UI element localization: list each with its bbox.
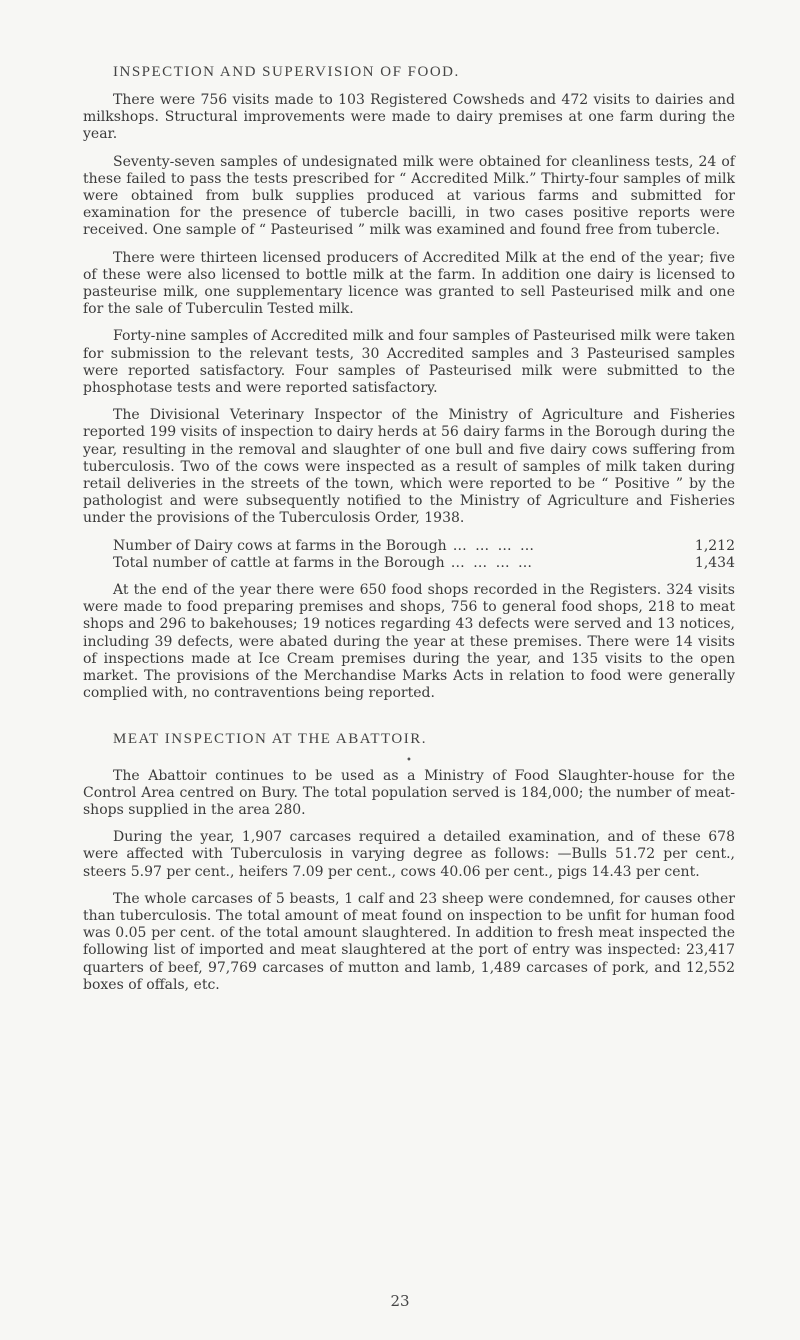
section-heading-food-inspection: INSPECTION AND SUPERVISION OF FOOD.: [113, 64, 460, 80]
bullet-mark: •: [406, 754, 412, 766]
paragraph: There were thirteen licensed producers of Accredited Milk at the end of the year; five of these were also licensed to bottle milk at the farm. In addition one dairy is licensed to pasteurise milk, one supplementary licence was granted to sell Pasteurised milk and one for the sale of Tuberculin Tested milk.: [83, 249, 735, 318]
paragraph: The whole carcases of 5 beasts, 1 calf and 23 sheep were condemned, for causes other than tuberculosis. The total amount of meat found on inspection to be unfit for human food was 0.05 per cent. of the total amount slaughtered. In addition to fresh meat inspected the following list of imported and meat slaughtered at the port of entry was inspected: 23,417 quarters of beef, 97,769 carcases of mutton and lamb, 1,489 carcases of pork, and 12,552 boxes of offals, etc.: [83, 890, 735, 993]
paragraph: At the end of the year there were 650 food shops recorded in the Registers. 324 visits were made to food preparing premises and shops, 756 to general food shops, 218 to meat shops and 296 to bakehouses; 19 notices regarding 43 defects were served and 13 notices, including 39 defects, were abated during the year at these premises. There were 14 visits of inspections made at Ice Cream premises during the year, and 135 visits to the open market. The provisions of the Merchandise Marks Acts in relation to food were generally complied with, no contraventions being reported.: [83, 582, 735, 702]
paragraph: Seventy-seven samples of undesignated milk were obtained for cleanliness tests, 24 of these failed to pass the tests prescribed for “ Accredited Milk.” Thirty-four samples of milk were obtained from bulk supplies produced at various farms and submitted for examination for the presence of tubercle bacilli, in two cases positive reports were received. One sample of “ Pasteurised ” milk was examined and found free from tubercle.: [83, 153, 735, 239]
leader-dots: … … … …: [450, 554, 535, 571]
paragraph: The Divisional Veterinary Inspector of the Ministry of Agriculture and Fisheries reported 199 visits of inspection to dairy herds at 56 dairy farms in the Borough during the year, resulting in the removal and slaughter of one bull and five dairy cows suffering from tuberculosis. Two of the cows were inspected as a result of samples of milk taken during retail deliveries in the streets of the town, which were reported to be “ Positive ” by the pathologist and were subsequently notified to the Ministry of Agriculture and Fisheries under the provisions of the Tuberculosis Order, 1938.: [83, 407, 735, 527]
stat-dairy-cows: [83, 538, 735, 555]
text-column: [83, 64, 735, 1004]
paragraph: The Abattoir continues to be used as a Ministry of Food Slaughter-house for the Control Area centred on Bury. The total population served is 184,000; the number of meat-shops supplied in the area 280.: [83, 767, 735, 818]
stat-label: Total number of cattle at farms in the Borough: [113, 554, 445, 571]
paragraph: There were 756 visits made to 103 Registered Cowsheds and 472 visits to dairies and milkshops. Structural improvements were made to dairy premises at one farm during the year.: [83, 92, 735, 143]
paragraph: Forty-nine samples of Accredited milk and four samples of Pasteurised milk were taken for submission to the relevant tests, 30 Accredited samples and 3 Pasteurised samples were reported satisfactory. Four samples of Pasteurised milk were submitted to the phosphotase tests and were reported satisfactory.: [83, 328, 735, 397]
stat-value: 1,434: [694, 554, 735, 571]
leader-dots: … … … …: [452, 537, 537, 554]
stat-total-cattle: [83, 555, 735, 572]
paragraph: During the year, 1,907 carcases required a detailed examination, and of these 678 were affected with Tuberculosis in varying degree as follows: —Bulls 51.72 per cent., steers 5.97 per cent., heifers 7.09 per cent., cows 40.06 per cent., pigs 14.43 per cent.: [83, 829, 735, 880]
stat-label: Number of Dairy cows at farms in the Borough: [113, 537, 447, 554]
stat-value: 1,212: [694, 537, 735, 554]
page-number: 23: [390, 1292, 410, 1310]
section-heading-meat-inspection: MEAT INSPECTION AT THE ABATTOIR.: [113, 730, 428, 747]
